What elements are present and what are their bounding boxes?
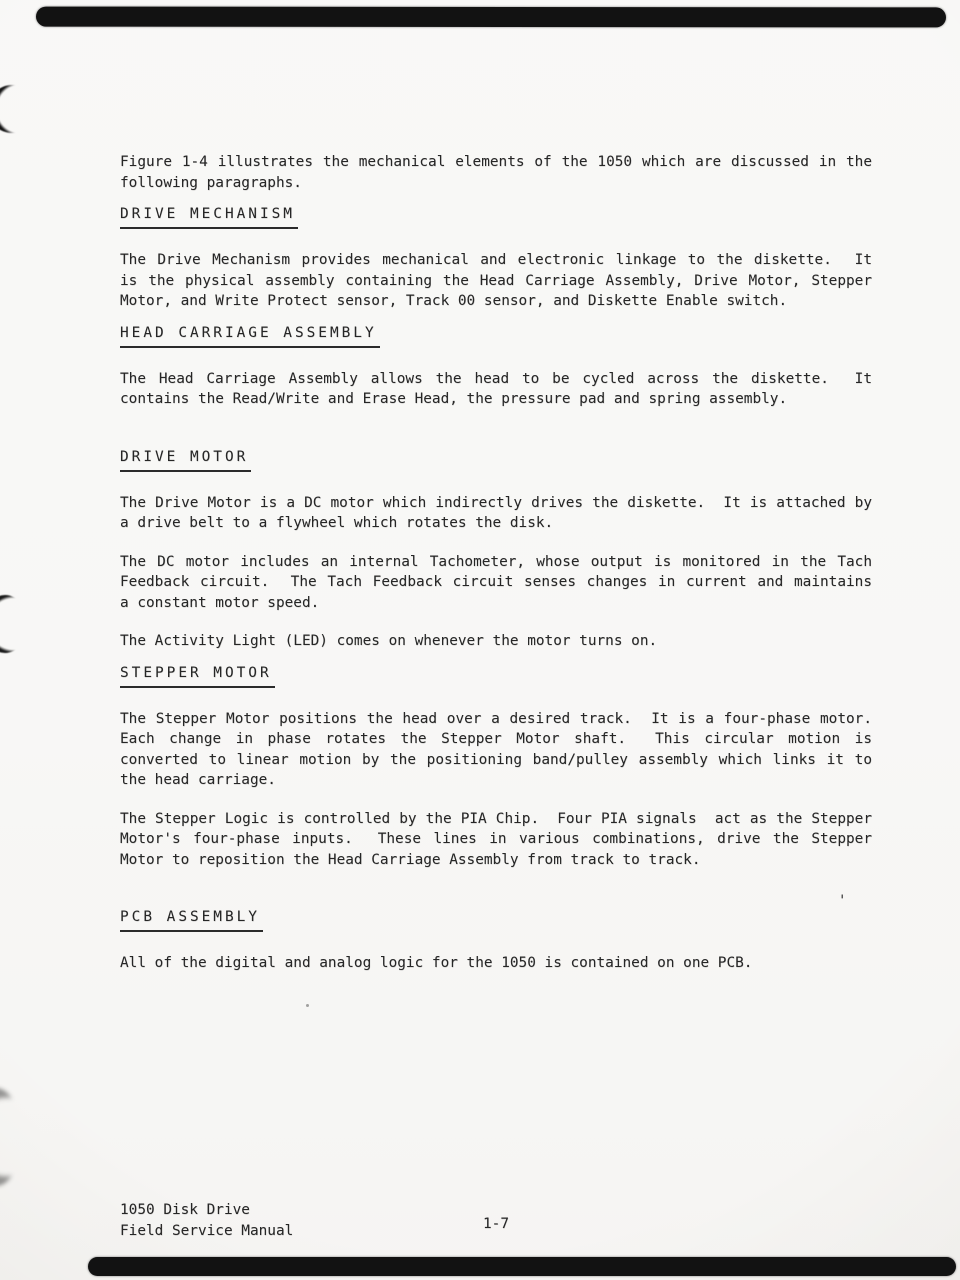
text-line: The DC motor includes an internal Tachometer, whose output is monitored in the Tach [120,553,872,570]
section-drive-mechanism [120,204,872,312]
scan-edge-artifact-top [36,7,946,28]
section-heading-text: DRIVE MOTOR [120,447,251,472]
section-heading [120,907,872,932]
stray-ink-mark: ' [838,893,847,909]
binder-hole-shadow-3 [0,1088,22,1186]
section-heading-text: PCB ASSEMBLY [120,907,263,932]
text-line: The Stepper Logic is controlled by the PIA Chip. Four PIA signals act as the Stepper [120,810,872,827]
paragraph [120,493,872,534]
scan-edge-artifact-bottom [88,1257,956,1276]
binder-hole-shadow-2 [0,595,28,653]
paragraph [120,369,872,410]
section-heading-text: HEAD CARRIAGE ASSEMBLY [120,323,380,348]
text-line: The Drive Mechanism provides mechanical and electronic linkage to the diskette. It [120,252,872,268]
section-stepper-motor [120,663,872,871]
binder-hole-shadow-1 [0,85,36,133]
section-heading-text: DRIVE MECHANISM [120,204,298,229]
paragraph [120,552,872,614]
text-line: The Head Carriage Assembly allows the head to be cycled across the diskette. It [120,370,872,387]
text-line: Motor's four-phase inputs. These lines in various combinations, drive the Stepper [120,831,872,847]
text-line: Motor, and Write Protect sensor, Track 00 sensor, and Diskette Enable switch. [120,293,788,309]
section-drive-motor [120,447,872,652]
paragraph [120,953,872,974]
text-line: All of the digital and analog logic for the 1050 is contained on one PCB. [120,955,753,971]
footer-page-number: 1-7 [483,1216,509,1232]
document-body [120,152,872,992]
section-heading-text: STEPPER MOTOR [120,663,275,688]
section-pcb-assembly [120,907,872,974]
ink-speck [306,1004,309,1007]
paragraph [120,709,872,791]
text-line: a drive belt to a flywheel which rotates the disk. [120,515,554,531]
footer-line-2: Field Service Manual [120,1223,294,1239]
section-heading [120,663,872,688]
text-line: is the physical assembly containing the Head Carriage Assembly, Drive Motor, Stepper [120,272,872,289]
footer-line-1: 1050 Disk Drive [120,1202,250,1218]
text-line: Each change in phase rotates the Stepper Motor shaft. This circular motion is [120,731,872,747]
text-line: following paragraphs. [120,174,302,191]
text-line: Figure 1-4 illustrates the mechanical elements of the 1050 which are discussed in the [120,154,872,170]
text-line: Motor to reposition the Head Carriage Assembly from track to track. [120,851,701,868]
section-heading [120,204,872,229]
section-intro [120,152,872,193]
footer-manual-title [120,1200,293,1242]
paragraph [120,809,872,871]
text-line: the head carriage. [120,772,276,788]
paragraph [120,631,872,652]
section-heading [120,447,872,472]
section-head-carriage-assembly [120,323,872,410]
text-line: The Activity Light (LED) comes on whenever the motor turns on. [120,633,658,649]
paragraph [120,250,872,312]
section-heading [120,323,872,348]
text-line: Feedback circuit. The Tach Feedback circuit senses changes in current and maintains [120,574,872,590]
text-line: The Stepper Motor positions the head over a desired track. It is a four-phase motor. [120,710,872,727]
text-line: The Drive Motor is a DC motor which indirectly drives the diskette. It is attached by [120,494,872,511]
text-line: converted to linear motion by the positioning band/pulley assembly which links it to [120,751,872,768]
paragraph [120,152,872,193]
text-line: a constant motor speed. [120,594,320,611]
text-line: contains the Read/Write and Erase Head, the pressure pad and spring assembly. [120,391,788,407]
